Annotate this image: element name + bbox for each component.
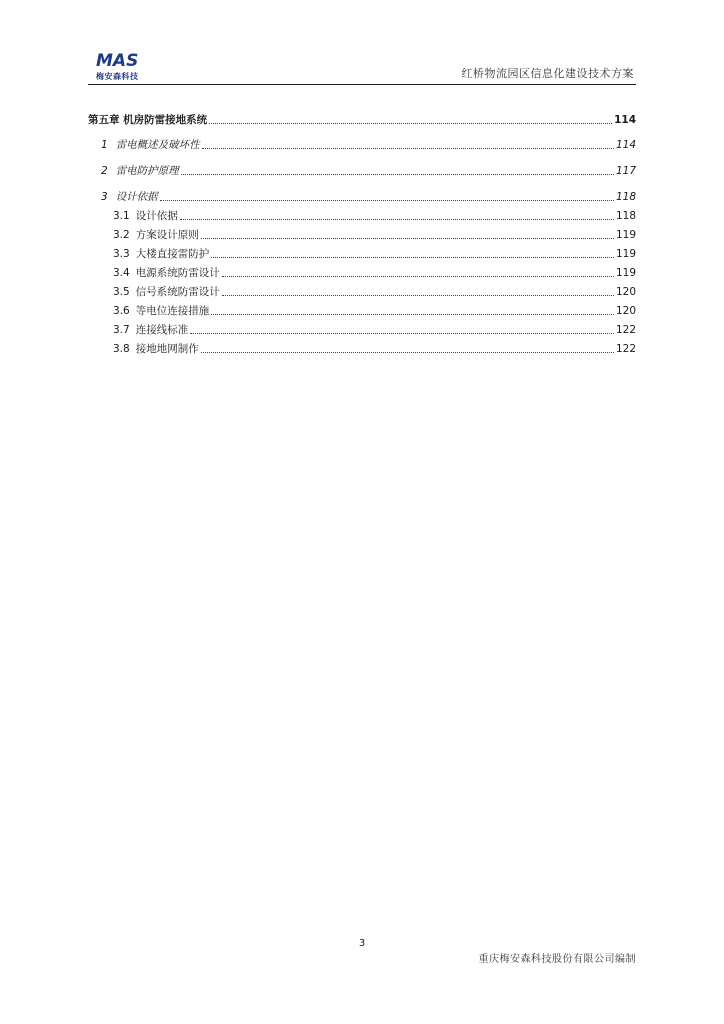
toc-subsection-entry[interactable] bbox=[88, 228, 636, 242]
toc-entry-page: 114 bbox=[614, 114, 636, 126]
toc-leader-dots bbox=[211, 314, 614, 315]
toc-entry-page: 119 bbox=[615, 248, 636, 260]
toc-subsection-entry[interactable] bbox=[88, 342, 636, 356]
toc-entry-page: 117 bbox=[615, 165, 636, 177]
toc-subsection-entry[interactable] bbox=[88, 209, 636, 223]
logo-subtitle: 梅安森科技 bbox=[96, 72, 139, 81]
toc-entry-title: 3.2 方案设计原则 bbox=[113, 229, 199, 241]
toc-subsection-entry[interactable] bbox=[88, 266, 636, 280]
toc-entry-page: 122 bbox=[615, 343, 636, 355]
footer-company: 重庆梅安森科技股份有限公司编制 bbox=[478, 954, 636, 965]
toc-entry-page: 119 bbox=[615, 229, 636, 241]
toc-leader-dots bbox=[211, 257, 614, 258]
toc-subsection-entry[interactable] bbox=[88, 285, 636, 299]
toc-entry-title: 3 设计依据 bbox=[101, 191, 158, 203]
page-header bbox=[88, 48, 636, 85]
toc-entry-page: 119 bbox=[615, 267, 636, 279]
toc-chapter-entry[interactable] bbox=[88, 113, 636, 127]
toc-leader-dots bbox=[222, 276, 614, 277]
toc-entry-page: 120 bbox=[615, 305, 636, 317]
toc-leader-dots bbox=[181, 174, 614, 175]
toc-entry-title: 3.1 设计依据 bbox=[113, 210, 178, 222]
toc-section-entry[interactable] bbox=[88, 164, 636, 178]
toc-entry-title: 3.8 接地地网制作 bbox=[113, 343, 199, 355]
page-number: 3 bbox=[358, 938, 366, 949]
toc-leader-dots bbox=[180, 219, 614, 220]
company-logo bbox=[96, 50, 140, 82]
toc-entry-page: 120 bbox=[615, 286, 636, 298]
toc-section-entry[interactable] bbox=[88, 190, 636, 204]
toc-leader-dots bbox=[222, 295, 614, 296]
toc-entry-title: 第五章 机房防雷接地系统 bbox=[88, 114, 208, 126]
toc-leader-dots bbox=[190, 333, 614, 334]
toc-subsection-entry[interactable] bbox=[88, 247, 636, 261]
toc-entry-title: 3.3 大楼直接雷防护 bbox=[113, 248, 210, 260]
toc-leader-dots bbox=[202, 148, 614, 149]
toc-entry-page: 122 bbox=[615, 324, 636, 336]
toc-entry-title: 3.6 等电位连接措施 bbox=[113, 305, 210, 317]
toc-entry-title: 3.4 电源系统防雷设计 bbox=[113, 267, 220, 279]
toc-section-entry[interactable] bbox=[88, 138, 636, 152]
toc-entry-page: 118 bbox=[615, 210, 636, 222]
toc-entry-title: 3.5 信号系统防雷设计 bbox=[113, 286, 220, 298]
toc-subsection-entry[interactable] bbox=[88, 323, 636, 337]
toc-leader-dots bbox=[209, 123, 612, 124]
toc-entry-title: 1 雷电概述及破坏性 bbox=[101, 139, 200, 151]
toc-subsection-entry[interactable] bbox=[88, 304, 636, 318]
toc-leader-dots bbox=[201, 352, 614, 353]
toc-entry-page: 114 bbox=[615, 139, 636, 151]
toc-leader-dots bbox=[201, 238, 614, 239]
document-title: 红桥物流园区信息化建设技术方案 bbox=[461, 67, 634, 80]
toc-leader-dots bbox=[160, 200, 614, 201]
logo-text: MAS bbox=[96, 51, 139, 70]
toc-entry-page: 118 bbox=[615, 191, 636, 203]
toc-entry-title: 3.7 连接线标准 bbox=[113, 324, 189, 336]
toc-entry-title: 2 雷电防护原理 bbox=[101, 165, 179, 177]
mas-logo-icon bbox=[96, 50, 140, 70]
